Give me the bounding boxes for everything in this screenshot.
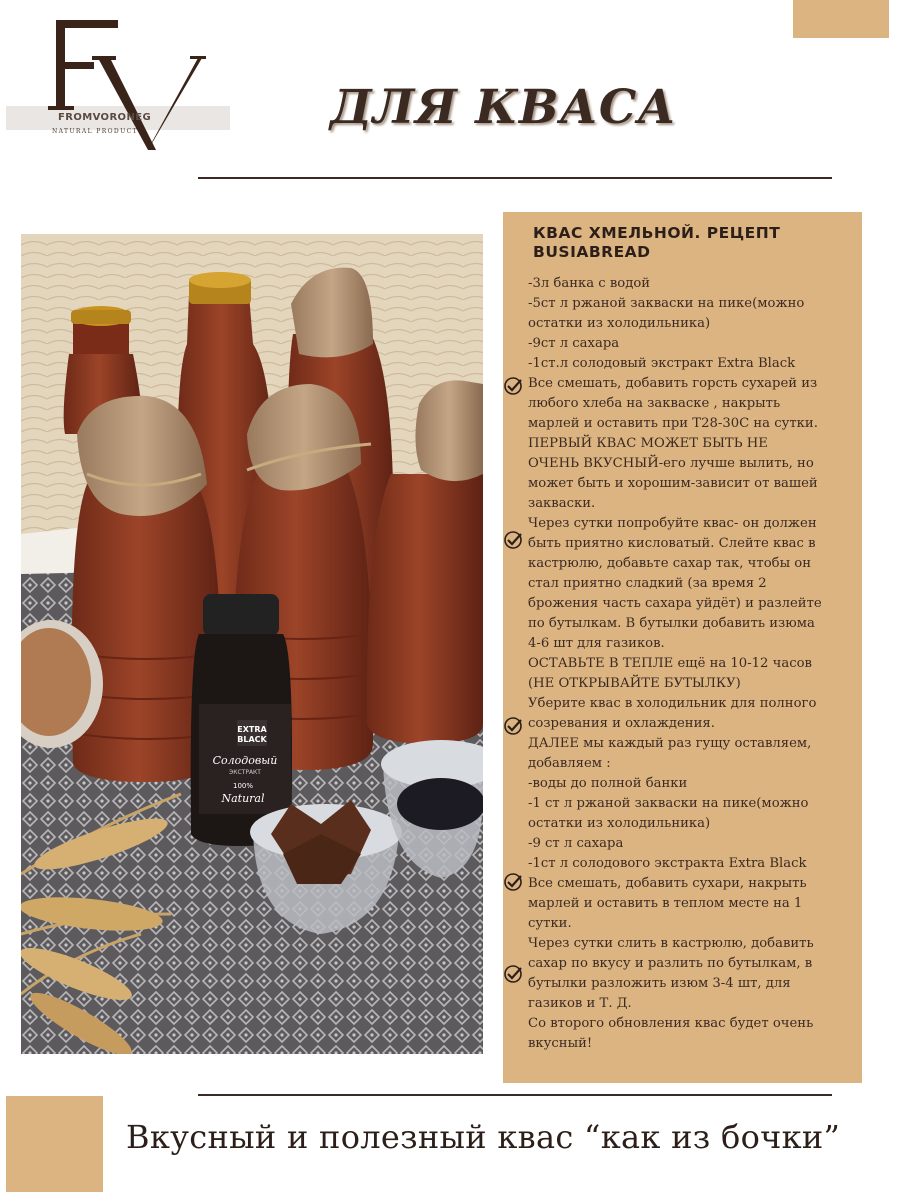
- extract-label-1: EXTRA: [237, 725, 267, 734]
- recipe-line: любого хлеба на закваске , накрыть: [528, 396, 781, 411]
- recipe-line: ОСТАВЬТЕ В ТЕПЛЕ ещё на 10-12 часов: [528, 656, 812, 671]
- check-circle-icon: [503, 964, 523, 984]
- malt-extract-bottle: [191, 594, 292, 846]
- page-tagline: Вкусный и полезный квас “как из бочки”: [126, 1118, 841, 1156]
- recipe-line: марлей и оставить при Т28-30С на сутки.: [528, 416, 818, 431]
- recipe-line: бутылки разложить изюм 3-4 шт, для: [528, 976, 791, 991]
- recipe-line: Все смешать, добавить сухари, накрыть: [528, 876, 807, 891]
- recipe-line: сутки.: [528, 916, 572, 931]
- check-circle-icon: [503, 530, 523, 550]
- recipe-title: КВАС ХМЕЛЬНОЙ. РЕЦЕПТ BUSIABREAD: [533, 224, 781, 261]
- recipe-line: Через сутки попробуйте квас- он должен: [528, 516, 817, 531]
- extract-label-3: Солодовый: [212, 754, 278, 767]
- recipe-line: ОЧЕНЬ ВКУСНЫЙ-его лучше вылить, но: [528, 456, 814, 471]
- divider-top: [198, 177, 832, 179]
- recipe-line: марлей и оставить в теплом месте на 1: [528, 896, 803, 911]
- brand-subtitle: NATURAL PRODUCT: [52, 128, 138, 135]
- recipe-line: газиков и Т. Д.: [528, 996, 632, 1011]
- recipe-line: стал приятно сладкий (за время 2: [528, 576, 767, 591]
- kvass-photo: [21, 234, 483, 1054]
- recipe-line: -9 ст л сахара: [528, 836, 624, 851]
- extract-label-2: BLACK: [237, 735, 267, 744]
- recipe-line: -1 ст л ржаной закваски на пике(можно: [528, 796, 809, 811]
- recipe-line: добавляем :: [528, 756, 611, 771]
- recipe-line: Уберите квас в холодильник для полного: [528, 696, 817, 711]
- recipe-line: кастрюлю, добавьте сахар так, чтобы он: [528, 556, 811, 571]
- page-title: ДЛЯ КВАСА: [330, 80, 677, 135]
- recipe-line: -воды до полной банки: [528, 776, 688, 791]
- recipe-line: Со второго обновления квас будет очень: [528, 1016, 814, 1031]
- recipe-line: -5ст л ржаной закваски на пике(можно: [528, 296, 805, 311]
- recipe-line: может быть и хорошим-зависит от вашей: [528, 476, 818, 491]
- check-circle-icon: [503, 716, 523, 736]
- recipe-line: вкусный!: [528, 1036, 593, 1051]
- extract-label-5: 100%: [232, 782, 254, 790]
- extract-label-6: Natural: [221, 792, 265, 805]
- brand-name: FROMVORONEG: [58, 112, 152, 123]
- recipe-line: сахар по вкусу и разлить по бутылкам, в: [528, 956, 813, 971]
- recipe-line: остатки из холодильника): [528, 316, 711, 331]
- recipe-line: Через сутки слить в кастрюлю, добавить: [528, 936, 814, 951]
- recipe-line: закваски.: [528, 496, 596, 511]
- recipe-line: -3л банка с водой: [528, 276, 651, 291]
- recipe-line: ПЕРВЫЙ КВАС МОЖЕТ БЫТЬ НЕ: [528, 436, 768, 451]
- divider-bottom: [198, 1094, 832, 1096]
- corner-accent-top: [793, 0, 889, 38]
- recipe-line: -1ст л солодового экстракта Extra Black: [528, 856, 807, 871]
- recipe-line: по бутылкам. В бутылки добавить изюма: [528, 616, 815, 631]
- recipe-line: Все смешать, добавить горсть сухарей из: [528, 376, 818, 391]
- recipe-line: быть приятно кисловатый. Слейте квас в: [528, 536, 816, 551]
- recipe-line: -9ст л сахара: [528, 336, 620, 351]
- recipe-line: -1ст.л солодовый экстракт Extra Black: [528, 356, 796, 371]
- recipe-body: [528, 274, 858, 1054]
- recipe-line: ДАЛЕЕ мы каждый раз гущу оставляем,: [528, 736, 812, 751]
- check-circle-icon: [503, 376, 523, 396]
- check-circle-icon: [503, 872, 523, 892]
- extract-label-4: ЭКСТРАКТ: [229, 769, 261, 776]
- corner-accent-bottom: [6, 1096, 103, 1192]
- brand-logo: [6, 14, 236, 154]
- recipe-line: созревания и охлаждения.: [528, 716, 715, 731]
- recipe-line: (НЕ ОТКРЫВАЙТЕ БУТЫЛКУ): [528, 676, 741, 691]
- recipe-panel: [503, 212, 862, 1083]
- recipe-line: брожения часть сахара уйдёт) и разлейте: [528, 596, 822, 611]
- recipe-line: 4-6 шт для газиков.: [528, 636, 665, 651]
- recipe-line: остатки из холодильника): [528, 816, 711, 831]
